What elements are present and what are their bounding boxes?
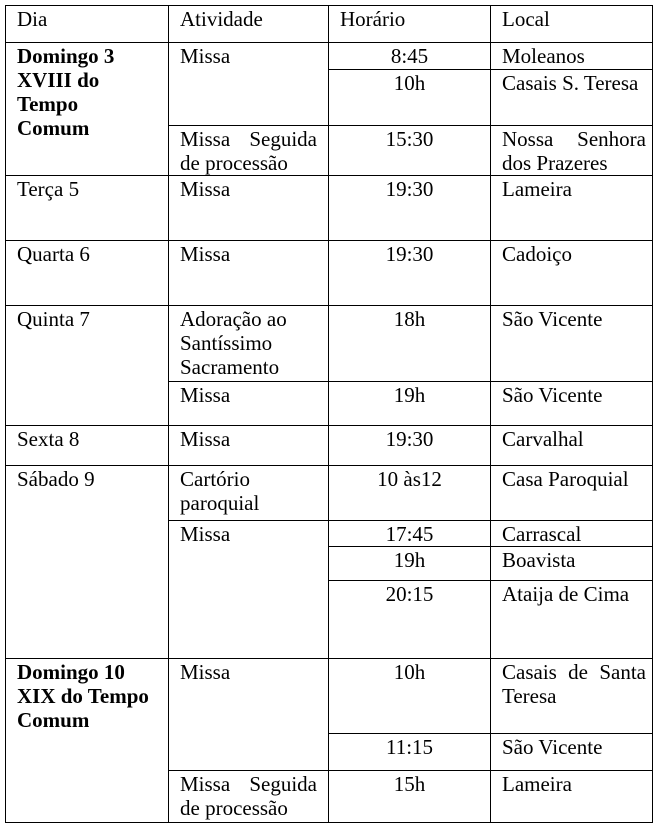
location-cell: Lameira <box>491 771 653 823</box>
time-cell: 18h <box>329 306 491 382</box>
activity-cell: Missa <box>169 176 329 241</box>
location-cell: Casais de Santa Teresa <box>491 659 653 734</box>
time-cell: 15h <box>329 771 491 823</box>
location-cell: Nossa Senhora dos Prazeres <box>491 126 653 176</box>
day-cell: Domingo 10 XIX do Tempo Comum <box>6 659 169 823</box>
day-cell: Quarta 6 <box>6 241 169 306</box>
day-cell: Quinta 7 <box>6 306 169 426</box>
time-cell: 11:15 <box>329 734 491 771</box>
day-cell: Sábado 9 <box>6 466 169 659</box>
time-cell: 19h <box>329 382 491 426</box>
activity-cell: Adoração ao Santíssimo Sacramento <box>169 306 329 382</box>
time-cell: 19:30 <box>329 176 491 241</box>
day-cell: Terça 5 <box>6 176 169 241</box>
table-row <box>6 659 653 734</box>
location-cell: Casais S. Teresa <box>491 70 653 126</box>
table-row <box>6 426 653 466</box>
activity-cell: Missa <box>169 241 329 306</box>
time-cell: 10h <box>329 70 491 126</box>
header-dia: Dia <box>6 6 169 43</box>
activity-cell: Missa Seguida de processão <box>169 771 329 823</box>
location-cell: São Vicente <box>491 734 653 771</box>
header-horario: Horário <box>329 6 491 43</box>
activity-cell: Missa <box>169 382 329 426</box>
location-cell: São Vicente <box>491 306 653 382</box>
location-cell: Casa Paroquial <box>491 466 653 521</box>
location-cell: Carrascal <box>491 521 653 547</box>
activity-cell: Missa Seguida de processão <box>169 126 329 176</box>
table-row <box>6 466 653 521</box>
location-cell: Boavista <box>491 547 653 581</box>
table-row <box>6 176 653 241</box>
header-local: Local <box>491 6 653 43</box>
day-cell: Domingo 3 XVIII do Tempo Comum <box>6 43 169 176</box>
activity-cell: Missa <box>169 426 329 466</box>
activity-cell: Cartório paroquial <box>169 466 329 521</box>
location-cell: Lameira <box>491 176 653 241</box>
location-cell: Moleanos <box>491 43 653 70</box>
time-cell: 17:45 <box>329 521 491 547</box>
location-cell: Carvalhal <box>491 426 653 466</box>
time-cell: 15:30 <box>329 126 491 176</box>
table-row <box>6 241 653 306</box>
table-row <box>6 43 653 70</box>
time-cell: 10h <box>329 659 491 734</box>
time-cell: 8:45 <box>329 43 491 70</box>
day-cell: Sexta 8 <box>6 426 169 466</box>
location-cell: São Vicente <box>491 382 653 426</box>
time-cell: 20:15 <box>329 581 491 659</box>
time-cell: 19h <box>329 547 491 581</box>
header-atividade: Atividade <box>169 6 329 43</box>
activity-cell: Missa <box>169 659 329 771</box>
activity-cell: Missa <box>169 521 329 659</box>
location-cell: Ataija de Cima <box>491 581 653 659</box>
location-cell: Cadoiço <box>491 241 653 306</box>
schedule-table <box>5 5 653 823</box>
time-cell: 10 às12 <box>329 466 491 521</box>
time-cell: 19:30 <box>329 426 491 466</box>
table-row <box>6 306 653 382</box>
header-row <box>6 6 653 43</box>
activity-cell: Missa <box>169 43 329 126</box>
time-cell: 19:30 <box>329 241 491 306</box>
